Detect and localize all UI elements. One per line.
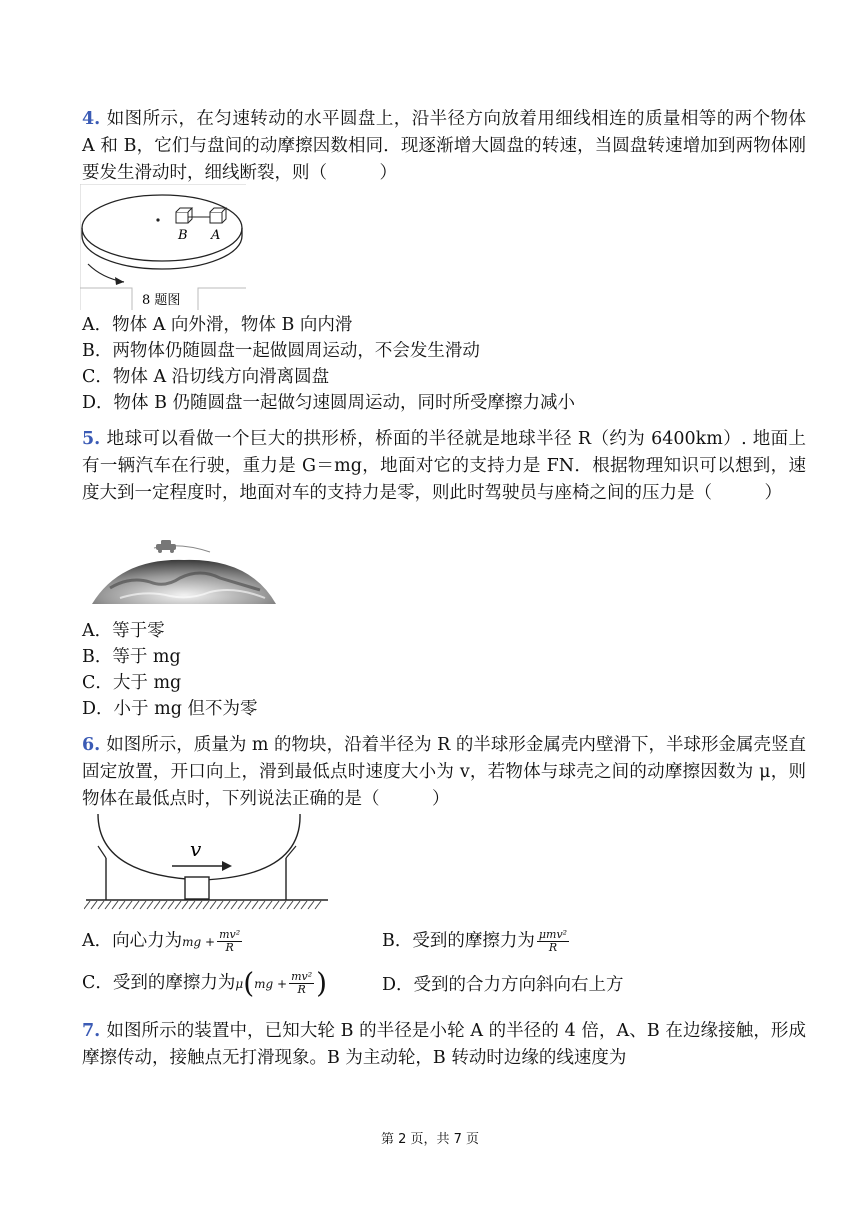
fraction-denominator: R bbox=[548, 941, 558, 954]
question-text: 如图所示，质量为 m 的物块，沿着半径为 R 的半球形金属壳内壁滑下，半球形金属壳竖直固定放置，开口向上，滑到最低点时速度大小为 v，若物体与球壳之间的动摩擦因数为 μ，则物体在最低点时，下列说法正确的是（ ） bbox=[82, 735, 806, 809]
question-7 bbox=[82, 1018, 806, 1072]
option-a-fraction bbox=[217, 929, 242, 954]
option-a-mg: mg + bbox=[182, 935, 216, 949]
option-c-mg: mg + bbox=[254, 977, 288, 991]
label-b: B bbox=[178, 228, 188, 243]
q6-option-c: C．受到的摩擦力为μ(mg + $\frac{\text{mv²}}{R}$ ) bbox=[82, 966, 328, 1000]
q6-option-b bbox=[382, 928, 571, 954]
question-4 bbox=[82, 106, 806, 187]
option-b-fraction bbox=[537, 929, 569, 954]
question-text: 如图所示的装置中，已知大轮 B 的半径是小轮 A 的半径的 4 倍，A、B 在边缘接触，形成摩擦传动，接触点无打滑现象。B 为主动轮，B 转动时边缘的线速度为 bbox=[82, 1021, 806, 1068]
option-c-label: C．受到的摩擦力为 bbox=[82, 973, 236, 993]
question-number: 7. bbox=[82, 1021, 101, 1041]
q5-option-c: C．大于 mg bbox=[82, 673, 182, 693]
question-text: 地球可以看做一个巨大的拱形桥，桥面的半径就是地球半径 R（约为 6400km）. 地面上有一辆汽车在行驶，重力是 G＝mg，地面对它的支持力是 FN．根据物理知识可以想到，速度大到一定程度时，地面对车的支持力是零，则此时驾驶员与座椅之间的压力是（ ） bbox=[82, 429, 806, 503]
question-number: 4. bbox=[82, 109, 101, 129]
label-v: v bbox=[190, 837, 202, 861]
option-c-mu: μ bbox=[235, 977, 244, 991]
q5-option-d: D．小于 mg 但不为零 bbox=[82, 699, 258, 719]
rotating-disk-figure bbox=[80, 184, 246, 310]
question-text: 如图所示，在匀速转动的水平圆盘上，沿半径方向放着用细线相连的质量相等的两个物体 A 和 B，它们与盘间的动摩擦因数相同．现逐渐增大圆盘的转速，当圆盘转速增加到两物体刚要发生滑动时，细线断裂，则（ ） bbox=[82, 109, 806, 183]
fraction-denominator: R bbox=[225, 941, 234, 954]
question-number: 5. bbox=[82, 429, 101, 449]
figure-caption: 8 题图 bbox=[142, 293, 181, 308]
fraction-denominator: R bbox=[297, 983, 306, 996]
fraction-numerator: μmv² bbox=[538, 928, 568, 941]
q6-option-a bbox=[82, 928, 244, 955]
page-footer: 第 2 页，共 7 页 bbox=[380, 1132, 480, 1147]
q5-option-b: B．等于 mg bbox=[82, 647, 181, 667]
question-number: 6. bbox=[82, 735, 101, 755]
fraction-numerator: mv² bbox=[219, 928, 241, 941]
q4-option-c: C．物体 A 沿切线方向滑离圆盘 bbox=[82, 367, 330, 387]
q6-option-d: D．受到的合力方向斜向右上方 bbox=[382, 975, 624, 995]
earth-car-figure bbox=[90, 538, 278, 608]
question-6 bbox=[82, 732, 806, 813]
q4-option-b: B．两物体仍随圆盘一起做圆周运动，不会发生滑动 bbox=[82, 341, 480, 361]
option-c-fraction bbox=[289, 971, 314, 996]
option-a-label: A．向心力为 bbox=[82, 931, 183, 951]
option-b-label: B．受到的摩擦力为 bbox=[382, 931, 535, 951]
label-a: A bbox=[211, 228, 221, 243]
q4-option-a: A．物体 A 向外滑，物体 B 向内滑 bbox=[82, 315, 353, 335]
hemisphere-shell-figure bbox=[84, 810, 334, 916]
fraction-numerator: mv² bbox=[291, 970, 313, 983]
q5-option-a: A．等于零 bbox=[82, 621, 165, 641]
question-5 bbox=[82, 426, 806, 507]
q4-option-d: D．物体 B 仍随圆盘一起做匀速圆周运动，同时所受摩擦力减小 bbox=[82, 393, 576, 413]
